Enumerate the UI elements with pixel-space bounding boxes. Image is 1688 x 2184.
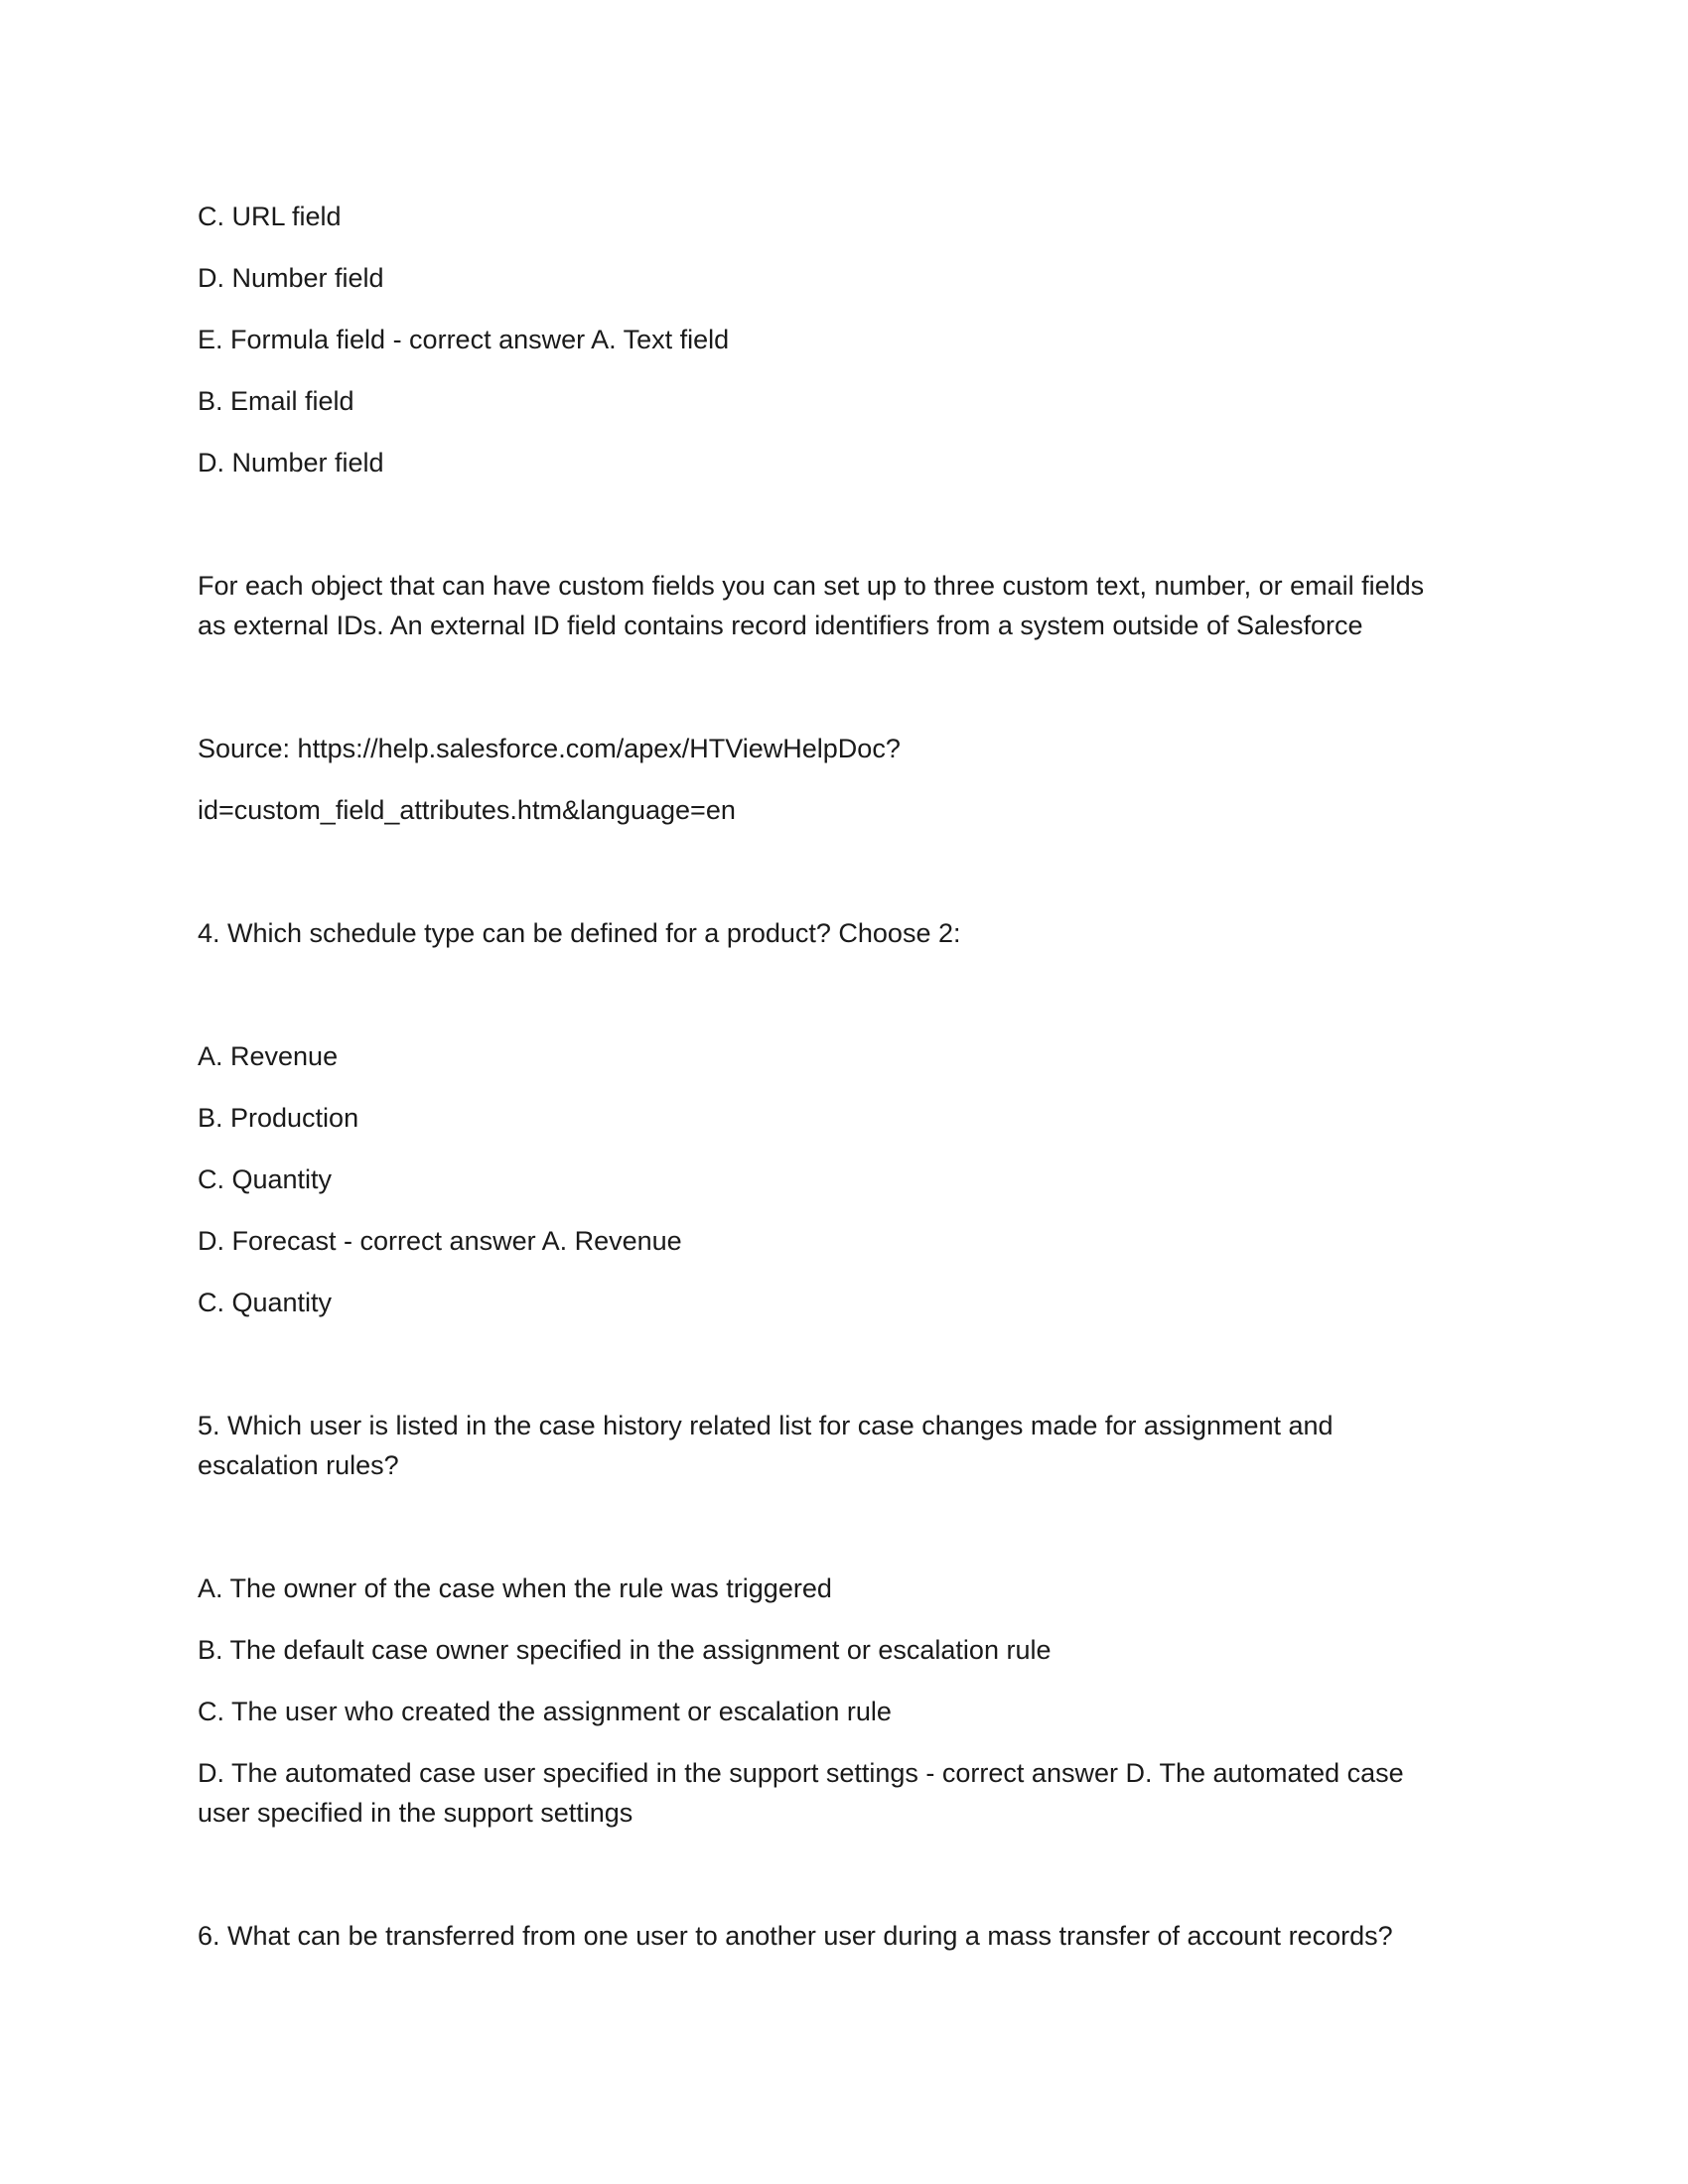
question-5-line-1: 5. Which user is listed in the case history related list for case changes made for assignment and	[198, 1411, 1334, 1440]
explanation-line-1: For each object that can have custom fields you can set up to three custom text, number, or email fields	[198, 571, 1425, 601]
q5-option-c: C. The user who created the assignment or escalation rule	[198, 1697, 892, 1726]
answer-option-e-formula-correct: E. Formula field - correct answer A. Text field	[198, 325, 730, 354]
explanation-line-2: as external IDs. An external ID field contains record identifiers from a system outside of Salesforce	[198, 611, 1363, 640]
answer-option-b-email: B. Email field	[198, 386, 354, 416]
answer-option-d-number-repeat: D. Number field	[198, 448, 384, 478]
q4-option-d-correct: D. Forecast - correct answer A. Revenue	[198, 1226, 682, 1256]
q4-option-c: C. Quantity	[198, 1164, 333, 1194]
q5-option-d-correct-line-1: D. The automated case user specified in the support settings - correct answer D. The automated case	[198, 1758, 1404, 1788]
answer-option-c-url: C. URL field	[198, 202, 342, 231]
source-line-1: Source: https://help.salesforce.com/apex/HTViewHelpDoc?	[198, 734, 901, 763]
question-5-line-2: escalation rules?	[198, 1450, 399, 1480]
answer-option-d-number: D. Number field	[198, 263, 384, 293]
q5-option-a: A. The owner of the case when the rule was triggered	[198, 1573, 832, 1603]
question-4: 4. Which schedule type can be defined for a product? Choose 2:	[198, 918, 961, 948]
q4-answer-extra: C. Quantity	[198, 1288, 333, 1317]
q4-option-a: A. Revenue	[198, 1041, 339, 1071]
q4-option-b: B. Production	[198, 1103, 359, 1133]
q5-option-d-correct-line-2: user specified in the support settings	[198, 1798, 633, 1828]
source-line-2: id=custom_field_attributes.htm&language=en	[198, 795, 736, 825]
question-6: 6. What can be transferred from one user to another user during a mass transfer of account records?	[198, 1921, 1393, 1951]
q5-option-b: B. The default case owner specified in the assignment or escalation rule	[198, 1635, 1052, 1665]
